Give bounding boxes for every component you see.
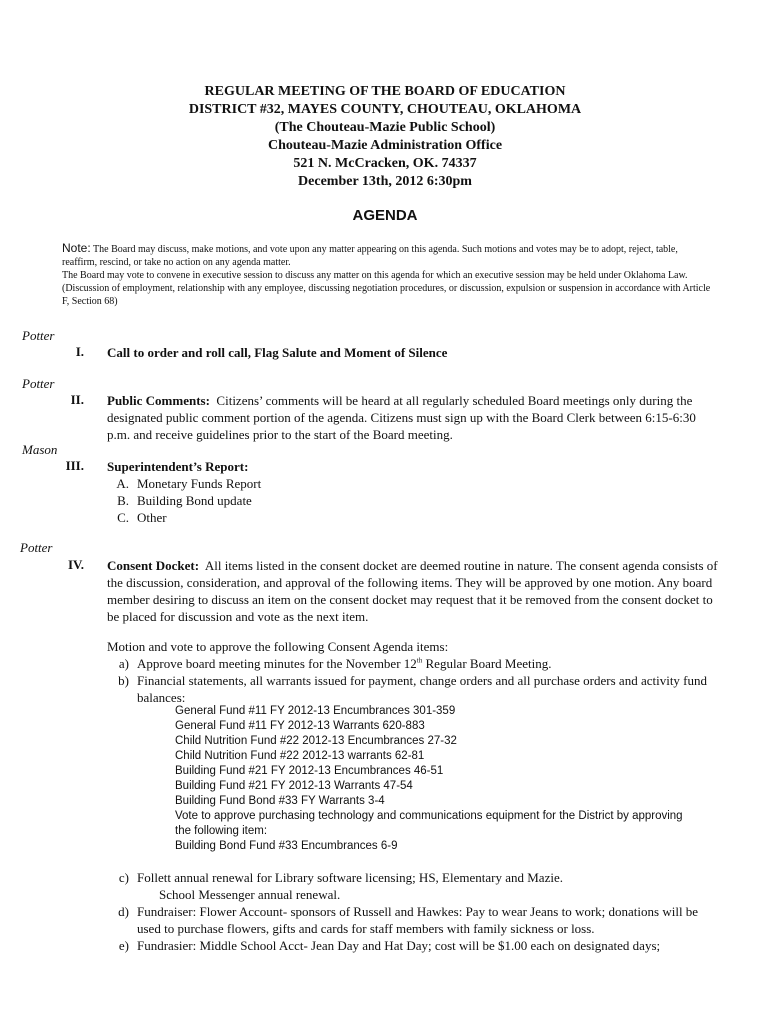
item-number-3: III. [65, 458, 84, 473]
item-body-2 [107, 392, 719, 443]
header-title: REGULAR MEETING OF THE BOARD OF EDUCATION [204, 84, 566, 99]
list-item: d) Fundraiser: Flower Account- sponsors of Russell and Hawkes: Pay to wear Jeans to work; donations will be used to purchase flowers, gifts and cards for staff members with family sickness or loss. [118, 904, 699, 936]
fund-line: General Fund #11 FY 2012-13 Warrants 620-883 [175, 720, 425, 732]
fund-line: Building Fund #21 FY 2012-13 Warrants 47-54 [175, 780, 413, 792]
fund-list [175, 704, 695, 854]
document-header [0, 83, 770, 191]
header-office: Chouteau-Mazie Administration Office [267, 138, 503, 153]
header-school: (The Chouteau-Mazie Public School) [274, 120, 496, 135]
consent-intro: Motion and vote to approve the following Consent Agenda items: [107, 639, 449, 654]
fund-line: Building Fund Bond #33 FY Warrants 3-4 [175, 795, 385, 807]
fund-line: Building Fund #21 FY 2012-13 Encumbrances 46-51 [175, 765, 444, 777]
item-title-3: Superintendent’s Report: [107, 459, 249, 474]
superintendent-report-list [107, 475, 719, 526]
list-item: e) Fundrasier: Middle School Acct- Jean Day and Hat Day; cost will be $1.00 each on designated days; [118, 938, 661, 953]
note-label: Note: [62, 241, 91, 255]
item-title-4: Consent Docket: [107, 558, 200, 573]
item-body-4 [107, 557, 719, 625]
item-body-3 [107, 458, 719, 526]
list-item: b) Financial statements, all warrants issued for payment, change orders and all purchase orders and activity fund balances: [118, 673, 708, 705]
note-text-2: The Board may vote to convene in executive session to discuss any matter on this agenda for which an executive session may be held under Oklahoma Law. (Discussion of employment, relationship with any employee, discussing negotiation procedures, or discussion, expulsion or suspension in accordance with Article F, Section 68) [62, 270, 711, 307]
agenda-note [62, 242, 712, 308]
fund-line: Child Nutrition Fund #22 2012-13 Encumbrances 27-32 [175, 735, 457, 747]
list-item: B. Building Bond update [117, 493, 252, 508]
header-district: DISTRICT #32, MAYES COUNTY, CHOUTEAU, OKLAHOMA [188, 102, 582, 117]
item-text-4: All items listed in the consent docket are deemed routine in nature. The consent agenda consists of the discussion, consideration, and approval of the following items. They will be approved by one motion. Any board member desiring to discuss an item on the consent docket may request that it be removed from the consent docket to be placed for discussion and vote as the next item. [107, 558, 718, 624]
list-item: a) Approve board meeting minutes for the November 12th Regular Board Meeting. [118, 656, 552, 671]
fund-line: Building Bond Fund #33 Encumbrances 6-9 [175, 840, 398, 852]
fund-line: Child Nutrition Fund #22 2012-13 warrants 62-81 [175, 750, 425, 762]
item-number-2: II. [70, 392, 84, 407]
note-text-1: The Board may discuss, make motions, and vote upon any matter appearing on this agenda. Such motions and votes may be to adopt, reject, table, reaffirm, rescind, or take no action on any agenda matter. [62, 244, 678, 268]
item-number-4: IV. [67, 557, 84, 572]
item-title-1: Call to order and roll call, Flag Salute and Moment of Silence [107, 345, 448, 360]
presenter-item-3: Mason [22, 442, 58, 457]
fund-line: Vote to approve purchasing technology and communications equipment for the District by approving the following item: [175, 810, 683, 837]
agenda-title: AGENDA [352, 207, 418, 224]
presenter-item-1: Potter [22, 328, 55, 343]
consent-list-continued [107, 869, 719, 954]
fund-line: General Fund #11 FY 2012-13 Encumbrances 301-359 [175, 705, 456, 717]
consent-list [107, 655, 719, 706]
presenter-item-4: Potter [20, 540, 53, 555]
list-item: A. Monetary Funds Report [116, 476, 262, 491]
header-address: 521 N. McCracken, OK. 74337 [293, 156, 477, 171]
list-item: C. Other [117, 510, 167, 525]
presenter-item-2: Potter [22, 376, 55, 391]
item-title-2: Public Comments: [107, 393, 210, 408]
item-number-1: I. [75, 344, 84, 359]
header-date: December 13th, 2012 6:30pm [298, 174, 472, 189]
item-text-2: Citizens’ comments will be heard at all regularly scheduled Board meetings only during the designated public comment portion of the agenda. Citizens must sign up with the Board Clerk between 6:15-6:30 p.m. and receive guidelines prior to the start of the Board meeting. [107, 393, 696, 442]
list-item: c) Follett annual renewal for Library software licensing; HS, Elementary and Mazie. School Messenger annual renewal. [118, 870, 563, 902]
